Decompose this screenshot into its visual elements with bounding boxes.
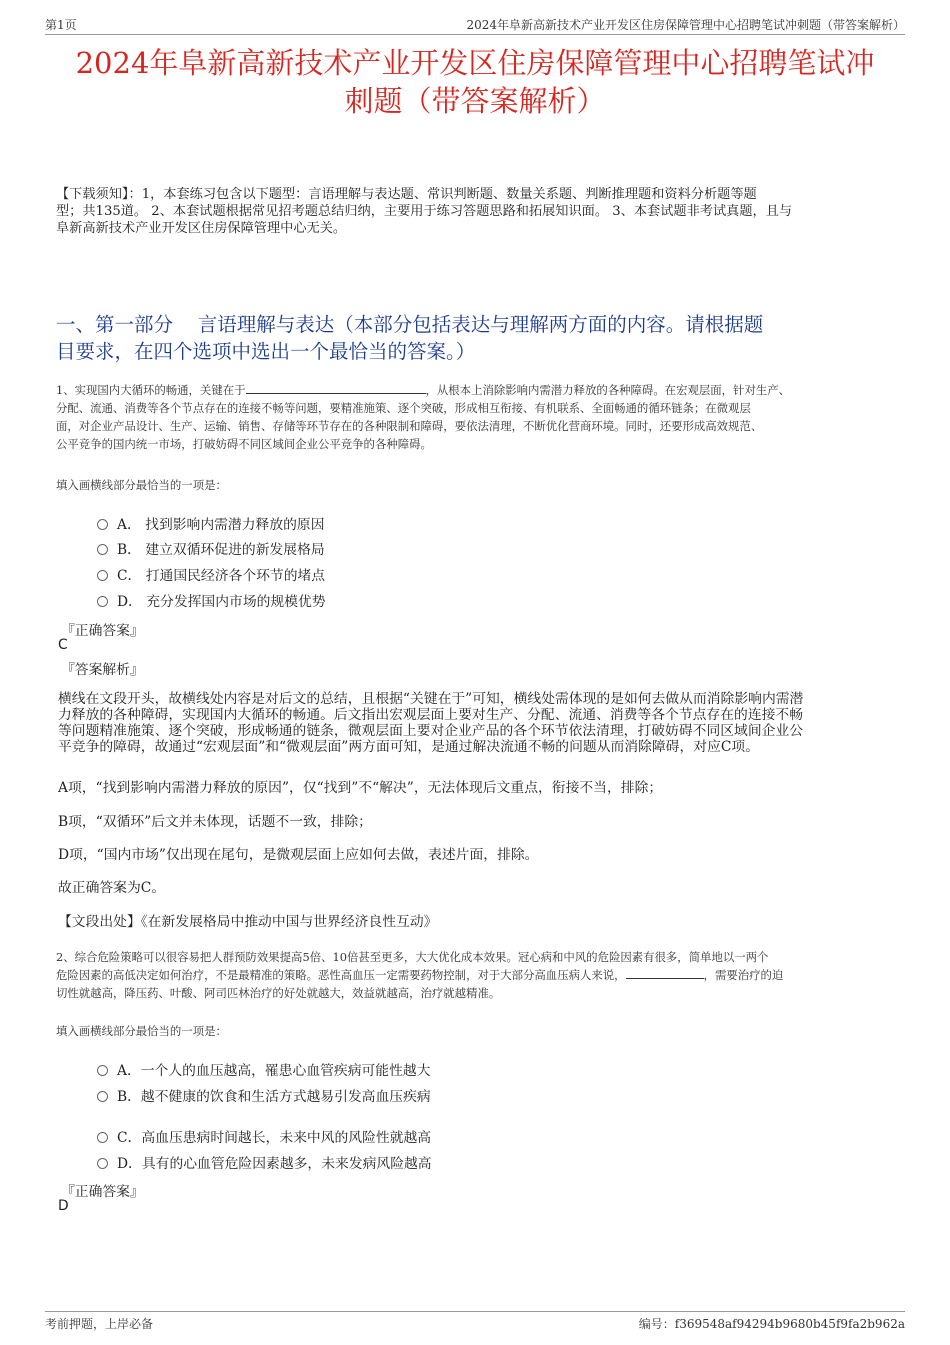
document-id: 编号：f369548af94294b9680b45f9fa2b962a: [638, 1317, 905, 1331]
question-1-line-2: 分配、流通、消费等各个节点存在的连接不畅等问题，要精准施策、逐个突破，形成相互衔接、有机联系、全面畅通的循环链条；在微观层: [56, 401, 751, 415]
question-2-hint: 填入画横线部分最恰当的一项是：: [56, 1024, 227, 1038]
question-2-option-c[interactable]: C．高血压患病时间越长，未来中风的风险性就越高: [97, 1126, 431, 1146]
source-citation: 【文段出处】《在新发展格局中推动中国与世界经济良性互动》: [58, 914, 438, 930]
analysis-line: 横线在文段开头，故横线处内容是对后文的总结，且根据“关键在于”可知，横线处需体现的是如何去做从而消除影响内需潜: [58, 691, 804, 707]
question-1-option-a[interactable]: A． 找到影响内需潜力释放的原因: [97, 513, 325, 533]
radio-icon[interactable]: [97, 570, 108, 581]
question-2-option-d[interactable]: D．具有的心血管危险因素越多，未来发病风险越高: [97, 1152, 432, 1172]
notice-line: 阜新高新技术产业开发区住房保障管理中心无关。: [56, 221, 347, 236]
question-2-line-3: 切性就越高，降压药、叶酸、阿司匹林治疗的好处就越大，效益就越高，治疗就越精准。: [56, 986, 501, 1000]
question-1-option-d[interactable]: D． 充分发挥国内市场的规模优势: [97, 590, 326, 610]
analysis-line: 平竞争的障碍，故通过“宏观层面”和“微观层面”两方面可知，是通过解决流通不畅的问题从而消除障碍，对应C项。: [58, 739, 760, 755]
correct-answer-label: 『正确答案』: [61, 623, 144, 639]
page-number: 第1页: [45, 18, 77, 32]
conclusion: 故正确答案为C。: [58, 880, 166, 896]
question-2-stem: [56, 948, 898, 1002]
analysis-line: 等问题精准施策、逐个突破，形成畅通的链条，微观层面上要对企业产品的各个环节依法清理，打破妨碍不同区域间企业公: [58, 723, 804, 739]
correct-answer-label: 『正确答案』: [61, 1184, 144, 1200]
answer-blank: [626, 966, 704, 979]
title-line-2: 刺题（带答案解析）: [344, 84, 606, 118]
page-header: [45, 12, 905, 35]
radio-icon[interactable]: [97, 1132, 108, 1143]
question-1-option-b[interactable]: B． 建立双循环促进的新发展格局: [97, 538, 325, 558]
radio-icon[interactable]: [97, 1065, 108, 1076]
question-2-option-b[interactable]: B．越不健康的饮食和生活方式越易引发高血压疾病: [97, 1085, 431, 1105]
page-footer: [45, 1311, 905, 1336]
analysis-text: [58, 691, 892, 755]
option-d-note: D项，“国内市场”仅出现在尾句，是微观层面上应如何去做，表述片面，排除。: [58, 847, 539, 863]
correct-answer-value: C: [58, 637, 68, 653]
header-doc-title: 2024年阜新高新技术产业开发区住房保障管理中心招聘笔试冲刺题（带答案解析）: [466, 18, 905, 32]
radio-icon[interactable]: [97, 1091, 108, 1102]
notice-line: 型；共135道。 2、本套试题根据常见招考题总结归纳，主要用于练习答题思路和拓展知识面。 3、本套试题非考试真题，且与: [56, 204, 793, 219]
answer-blank: [246, 381, 426, 394]
title-line-1: 2024年阜新高新技术产业开发区住房保障管理中心招聘笔试冲: [75, 46, 875, 80]
section-heading-line: 目要求，在四个选项中选出一个最恰当的答案。）: [56, 340, 476, 363]
option-b-note: B项，“双循环”后文并未体现，话题不一致，排除；: [58, 814, 372, 830]
notice-line: 【下载须知】：1，本套练习包含以下题型：言语理解与表达题、常识判断题、数量关系题、判断推理题和资料分析题等题: [56, 187, 757, 202]
question-2-line-1: 2、综合危险策略可以很容易把人群预防效果提高5倍、10倍甚至更多，大大优化成本效果。冠心病和中风的危险因素有很多，简单地以一两个: [56, 950, 769, 964]
question-1-stem: [56, 381, 898, 453]
question-2-line-2: 危险因素的高低决定如何治疗，不是最精准的策略。恶性高血压一定需要药物控制，对于大部分高血压病人来说， ，需要治疗的迫: [56, 968, 784, 982]
question-2-option-a[interactable]: A．一个人的血压越高，罹患心血管疾病可能性越大: [97, 1059, 431, 1079]
question-1-option-c[interactable]: C． 打通国民经济各个环节的堵点: [97, 564, 325, 584]
radio-icon[interactable]: [97, 1158, 108, 1169]
download-notice: [56, 186, 905, 237]
option-a-note: A项，“找到影响内需潜力释放的原因”，仅“找到”不“解决”，无法体现后文重点，衔接不当，排除；: [58, 780, 663, 796]
analysis-line: 力释放的各种障碍，实现国内大循环的畅通。后文指出宏观层面上要对生产、分配、流通、消费等各个节点存在的连接不畅: [58, 707, 804, 723]
analysis-label: 『答案解析』: [61, 662, 144, 678]
page-title: [45, 44, 905, 120]
radio-icon[interactable]: [97, 519, 108, 530]
question-1-line-4: 公平竞争的国内统一市场，打破妨碍不同区域间企业公平竞争的各种障碍。: [56, 437, 432, 451]
question-1-line-1: 1、实现国内大循环的畅通，关键在于 ，从根本上消除影响内需潜力释放的各种障碍。在宏观层面，针对生产、: [56, 383, 791, 397]
section-heading: [56, 311, 905, 365]
correct-answer-value: D: [58, 1198, 69, 1214]
question-1-hint: 填入画横线部分最恰当的一项是：: [56, 478, 227, 492]
section-heading-line: 一、第一部分 言语理解与表达（本部分包括表达与理解两方面的内容。请根据题: [56, 313, 764, 336]
radio-icon[interactable]: [97, 596, 108, 607]
question-1-line-3: 面，对企业产品设计、生产、运输、销售、存储等环节存在的各种限制和障碍，要依法清理，不断优化营商环境。同时，还要形成高效规范、: [56, 419, 763, 433]
radio-icon[interactable]: [97, 544, 108, 555]
footer-slogan: 考前押题，上岸必备: [45, 1317, 154, 1331]
